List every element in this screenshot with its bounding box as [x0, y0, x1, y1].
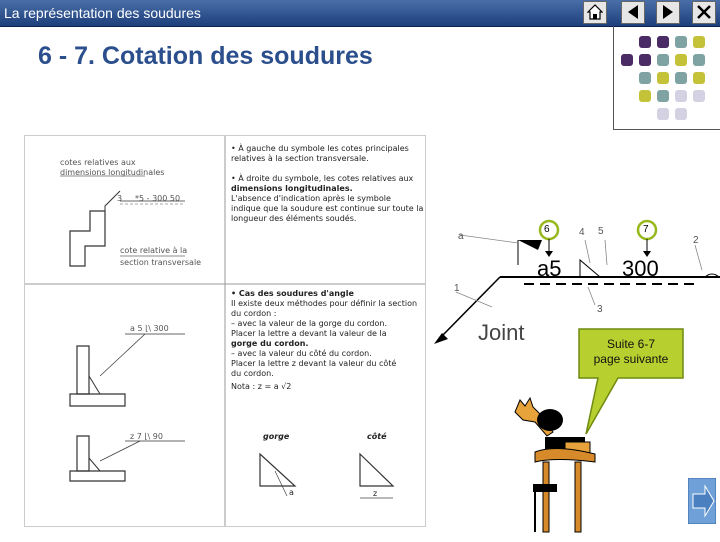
label-transversal-line2: section transversale [120, 258, 202, 267]
label-dim-300: *5 - 300 50 [135, 194, 181, 203]
weld-length-label: 300 [622, 256, 659, 281]
marker-5: 5 [598, 226, 604, 237]
grid-square [675, 72, 687, 84]
page-title: 6 - 7. Cotation des soudures [38, 42, 373, 70]
weld-throat-label: a5 [537, 256, 562, 281]
doc-line: Placer la lettre z devant la valeur du côté [231, 359, 397, 368]
doc-line: Il existe deux méthodes pour définir la section [231, 299, 418, 308]
doc-line: L'absence d'indication après le symbole [231, 194, 391, 203]
grid-square [639, 36, 651, 48]
doc-line: du cordon. [231, 369, 274, 378]
grid-square [693, 72, 705, 84]
marker-1: 1 [454, 283, 460, 294]
callout-line1: Suite 6-7 [606, 337, 656, 351]
grid-square [657, 54, 669, 66]
doc-line: • À gauche du symbole les cotes principales [231, 144, 409, 153]
label-dim-3: 3 [117, 194, 123, 203]
doc-line: relatives à la section transversale. [231, 154, 369, 163]
window-title: La représentation des soudures [4, 5, 201, 21]
grid-square [693, 54, 705, 66]
callout-line2: page suivante [593, 352, 669, 366]
close-button[interactable] [692, 1, 716, 24]
callout-text [579, 337, 683, 367]
grid-vertical-line [613, 26, 614, 130]
label-cote: côté [367, 432, 387, 441]
label-longitudinal-dims-line2: dimensions longitudinales [60, 168, 165, 177]
marker-2: 2 [693, 235, 699, 246]
back-arrow-icon [625, 4, 641, 20]
doc-line: indique que la soudure est continue sur toute la [231, 204, 424, 213]
label-a: a [289, 488, 294, 497]
grid-square [693, 90, 705, 102]
cartoon-student-illustration [505, 392, 605, 542]
grid-square [675, 108, 687, 120]
grid-square [657, 72, 669, 84]
close-icon [696, 4, 712, 20]
doc-line: Nota : z = a √2 [231, 382, 292, 391]
grid-square [639, 90, 651, 102]
forward-arrow-icon [660, 4, 676, 20]
title-bar [0, 0, 720, 27]
grid-square [675, 90, 687, 102]
grid-square [657, 36, 669, 48]
marker-4: 4 [579, 227, 585, 238]
doc-line: longueur des éléments soudés. [231, 214, 357, 223]
label-gorge: gorge [263, 432, 290, 441]
doc-line: – avec la valeur du côté du cordon. [231, 349, 372, 358]
joint-label: Joint [478, 320, 525, 345]
callout-text-box [579, 330, 683, 378]
doc-line: • Cas des soudures d'angle [231, 289, 354, 298]
marker-a: a [458, 231, 464, 242]
label-z7-90: z 7 ⌊\ 90 [130, 432, 163, 441]
grid-square [675, 54, 687, 66]
grid-square [621, 54, 633, 66]
forward-button[interactable] [656, 1, 680, 24]
label-a5-300: a 5 ⌊\ 300 [130, 324, 169, 333]
welding-reference-document [24, 135, 426, 527]
label-z: z [373, 489, 378, 498]
grid-square [639, 72, 651, 84]
grid-square [657, 108, 669, 120]
doc-line: gorge du cordon. [231, 339, 309, 348]
home-icon [587, 4, 603, 20]
doc-line: • À droite du symbole, les cotes relatives aux [231, 174, 414, 183]
home-button[interactable] [583, 1, 607, 24]
doc-line: du cordon : [231, 309, 277, 318]
label-transversal-line1: cote relative à la [120, 246, 188, 255]
marker-7: 7 [643, 224, 649, 235]
marker-3: 3 [597, 304, 603, 315]
doc-line: dimensions longitudinales. [231, 184, 353, 193]
label-longitudinal-dims-line1: cotes relatives aux [60, 158, 136, 167]
grid-horizontal-line [613, 129, 720, 130]
next-page-button[interactable] [688, 478, 716, 524]
grid-square [639, 54, 651, 66]
back-button[interactable] [621, 1, 645, 24]
doc-line: – avec la valeur de la gorge du cordon. [231, 319, 387, 328]
marker-6: 6 [544, 224, 550, 235]
doc-line: Placer la lettre a devant la valeur de la [231, 329, 387, 338]
grid-square [657, 90, 669, 102]
grid-square [675, 36, 687, 48]
grid-square [693, 36, 705, 48]
